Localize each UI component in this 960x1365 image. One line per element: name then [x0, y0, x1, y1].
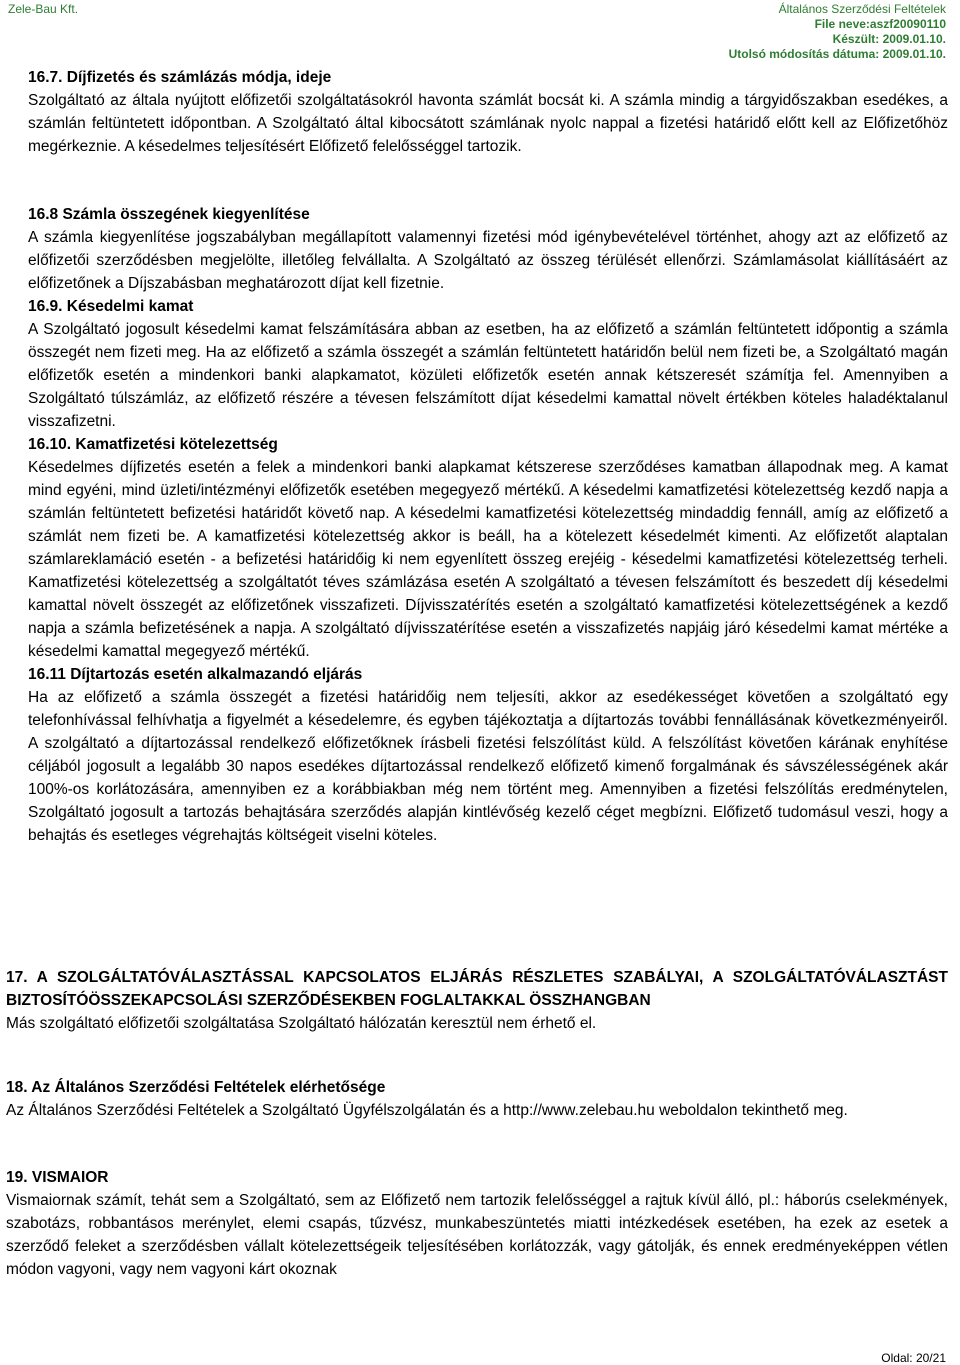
header-file-name: File neve:aszf20090110: [814, 17, 946, 31]
section-body: Ha az előfizető a számla összegét a fizetési határidőig nem teljesíti, akkor az esedékességet követően a szolgáltató egy telefonhívással felhívhatja a figyelmét a késedelemre, és egyben tájékoztatja a díjtartozás további fennállásának következményeiről. A szolgáltató a díjtartozással rendelkező előfizetőknek írásbeli fizetési felszólítást küld. A felszólítást követően kárának enyhítése céljából jogosult a legalább 30 napos esedékes díjtartozással rendelkező előfizető kimenő forgalmának és sávszélességének akár 100%-os korlátozására, amennyiben ez a korábbiakban még nem történt meg. Amennyiben a fizetési felszólítás eredménytelen, Szolgáltató jogosult a tartozás behajtására szerződés alapján kintlévőség kezelő céget megbízni. Előfizető tudomásul veszi, hogy a behajtás és esetleges végrehajtás költségeit viselni köteles.: [28, 689, 948, 844]
section-body: Vismaiornak számít, tehát sem a Szolgáltató, sem az Előfizető nem tartozik felelősséggel a rajtuk kívül álló, pl.: háborús cselekmények, szabotázs, robbantásos merénylet, elemi csapás, tűzvész, munkabeszüntetés miatti intézkedések esetében, ha ezek az esetek a szerződő feleket a szerződésben vállalt kötelezettségeik teljesítésében korlátozzák, vagy gátolják, és ennek eredményeképpen vétlen módon vagyoni, vagy nem vagyoni kárt okoznak: [6, 1192, 948, 1278]
section-body: Más szolgáltató előfizetői szolgáltatása Szolgáltató hálózatán keresztül nem érhető el.: [6, 1015, 597, 1032]
section-title: 18. Az Általános Szerződési Feltételek elérhetősége: [6, 1079, 386, 1096]
section-title: 17. A SZOLGÁLTATÓVÁLASZTÁSSAL KAPCSOLATOS ELJÁRÁS RÉSZLETES SZABÁLYAI, A SZOLGÁLTATÓVÁLASZTÁST BIZTOSÍTÓÖSSZEKAPCSOLÁSI SZERZŐDÉSEKBEN FOGLALTAKKAL ÖSSZHANGBAN: [6, 969, 948, 1009]
section-body: Szolgáltató az általa nyújtott előfizetői szolgáltatásokról havonta számlát bocsát ki. A számla mindig a tárgyidőszakban esedékes, a számlán feltüntetett időpontban. A Szolgáltató által kibocsátott számlának nyolc nappal a fizetési határidő előtt kell az Előfizetőhöz megérkeznie. A késedelmes teljesítésért Előfizető felelősséggel tartozik.: [28, 92, 948, 155]
page-number: Oldal: 20/21: [881, 1351, 946, 1365]
header-created: Készült: 2009.01.10.: [832, 32, 946, 46]
section-body: Késedelmes díjfizetés esetén a felek a mindenkori banki alapkamat kétszerese szerződéses kamatban állapodnak meg. A kamat mind egyéni, mind üzleti/intézményi előfizetők esetében megegyező mértékű. A késedelmi kamatfizetési kötelezettség kezdő napja a számlán feltüntetett befizetési határidőt követő nap. A késedelmi kamatfizetési kötelezettség mindaddig fennáll, amíg az előfizető a számlát nem fizeti be. A kamatfizetési kötelezettség akkor is beáll, ha a kötelezett késedelmét kimenti. Az előfizetőt alaptalan számlareklamáció esetén - a befizetési határidőig ki nem egyenlített összeg erejéig - késedelmi kamatfizetési kötelezettség terheli. Kamatfizetési kötelezettség a szolgáltatót téves számlázása esetén A szolgáltató a tévesen felszámított és beszedett díj késedelmi kamattal növelt összegét az előfizetőnek visszafizeti. Díjvisszatérítés esetén a szolgáltató kamatfizetési kötelezettségének a kezdő napja a számla befizetésének a napja. A szolgáltató díjvisszatérítése esetén a visszafizetés napjáig járó késedelmi kamat mértéke a késedelmi kamattal megegyező mértékű.: [28, 459, 948, 660]
section-18: [6, 1076, 948, 1122]
header-doc-title: Általános Szerződési Feltételek: [778, 2, 946, 16]
section-title: 16.11 Díjtartozás esetén alkalmazandó eljárás: [28, 666, 363, 683]
section-19: [6, 1166, 948, 1281]
section-16-7: [28, 66, 948, 158]
section-16-8-to-16-11: [28, 203, 948, 847]
section-body: Az Általános Szerződési Feltételek a Szolgáltató Ügyfélszolgálatán és a http://www.zelebau.hu weboldalon tekinthető meg.: [6, 1102, 848, 1119]
section-title: 16.10. Kamatfizetési kötelezettség: [28, 436, 278, 453]
header-meta: [646, 2, 946, 62]
section-title: 19. VISMAIOR: [6, 1169, 109, 1186]
section-17: [6, 966, 948, 1035]
section-title: 16.7. Díjfizetés és számlázás módja, ideje: [28, 69, 332, 86]
section-body: A Szolgáltató jogosult késedelmi kamat felszámítására abban az esetben, ha az előfizető a számlán feltüntetett időpontig a számla összegét nem fizeti meg. Ha az előfizető a számla összegét a számlán feltüntetett határidőn belül nem fizeti be, a Szolgáltató magán előfizetők esetén a mindenkori banki alapkamatot, közületi előfizetők esetén annak kétszeresét számítja fel. Amennyiben a Szolgáltató túlszámláz, az előfizető részére a tévesen felszámított díjat késedelmi kamattal növelt értékben köteles haladéktalanul visszafizetni.: [28, 321, 948, 430]
header-modified: Utolsó módosítás dátuma: 2009.01.10.: [728, 47, 946, 61]
header-company: Zele-Bau Kft.: [8, 2, 79, 16]
section-title: 16.8 Számla összegének kiegyenlítése: [28, 206, 310, 223]
section-body: A számla kiegyenlítése jogszabályban megállapított valamennyi fizetési mód igénybevételével történhet, ahogy azt az előfizető az előfizetői szerződésben megjelölte, illetőleg felvállalta. A Szolgáltató az összeg térülését ellenőrzi. Számlamásolat kiállításáért az előfizetőnek a Díjszabásban meghatározott díjat kell fizetnie.: [28, 229, 948, 292]
section-title: 16.9. Késedelmi kamat: [28, 298, 194, 315]
